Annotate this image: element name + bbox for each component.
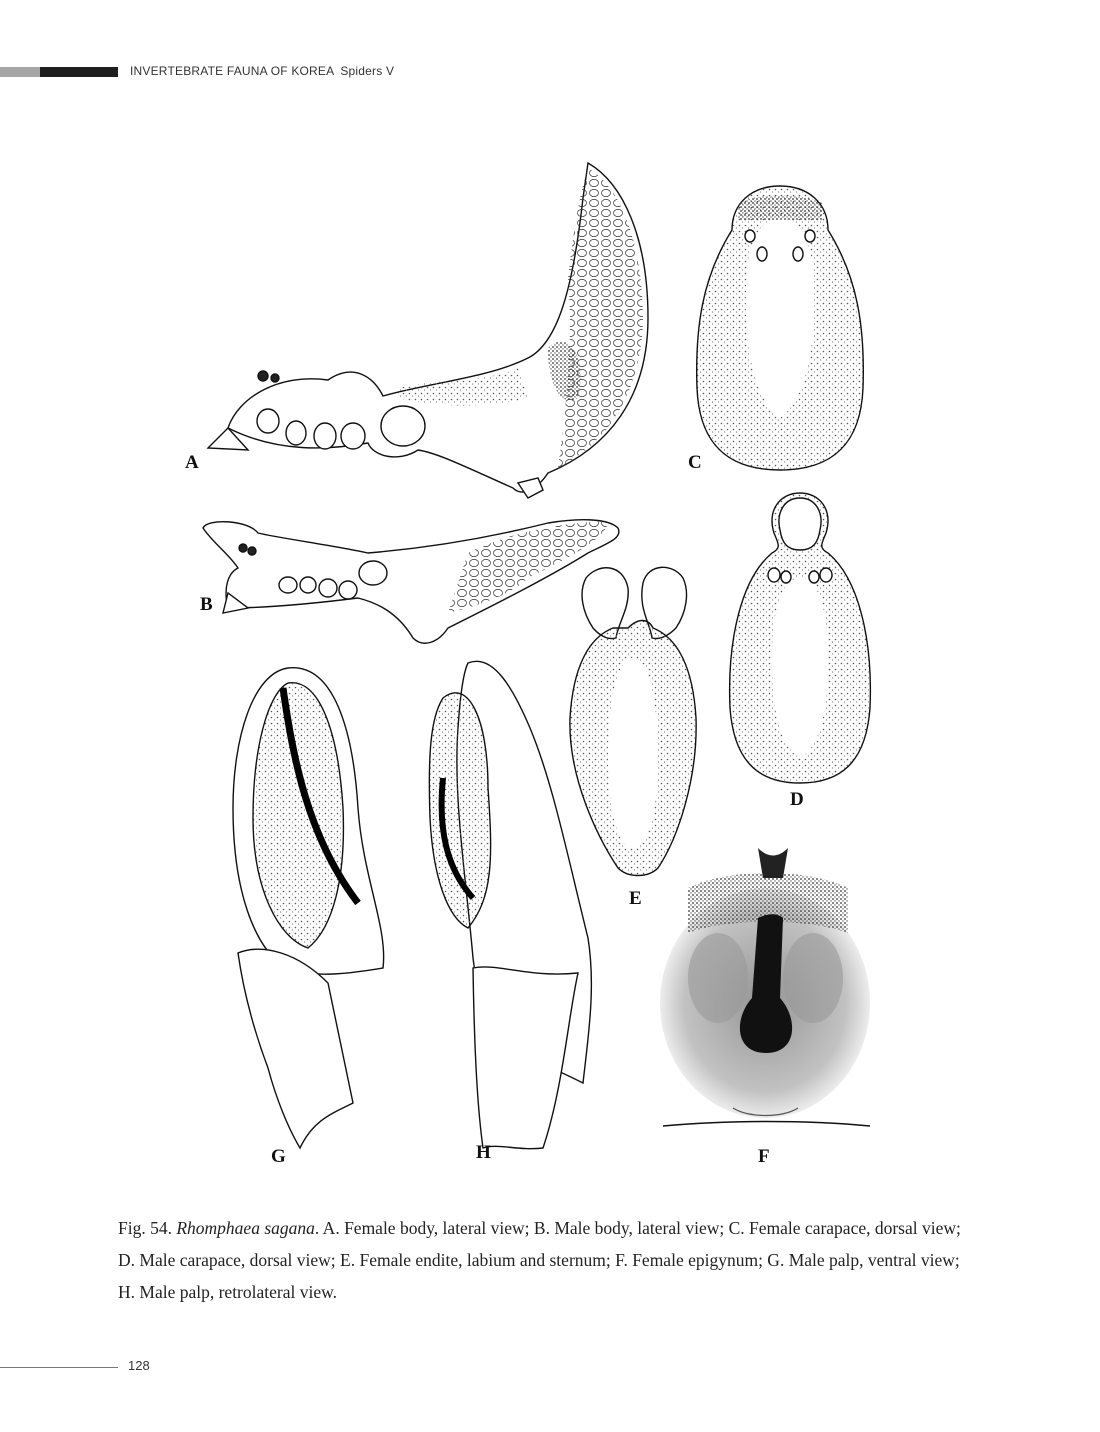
footer-rule: [0, 1367, 118, 1368]
header-bar-dark: [40, 67, 118, 77]
panel-a-drawing: [208, 163, 648, 498]
figure-plate-svg: [168, 158, 908, 1173]
header-title: INVERTEBRATE FAUNA OF KOREA: [130, 64, 335, 78]
panel-label-d: D: [790, 789, 804, 810]
header-subtitle: Spiders V: [340, 64, 395, 78]
panel-d-drawing: [730, 493, 871, 783]
figure-plate: [168, 158, 908, 1173]
figure-caption: [118, 1212, 980, 1308]
page-number: 128: [128, 1358, 150, 1373]
panel-label-c: C: [688, 452, 702, 473]
panel-label-e: E: [629, 888, 642, 909]
caption-fig-number: Fig. 54.: [118, 1218, 172, 1238]
panel-h-drawing: [429, 661, 591, 1148]
caption-text: . A. Female body, lateral view; B. Male body, lateral view; C. Female carapace, dorsal view; D. Male carapace, dorsal view; E. Female endite, labium and sternum; F. Female epigynum; G. Male palp, ventral view; H. Male palp, retrolateral view.: [118, 1218, 961, 1302]
header-bar-grey: [0, 67, 40, 77]
panel-f-drawing: [660, 848, 870, 1126]
panel-g-drawing: [233, 668, 384, 1148]
panel-e-drawing: [570, 567, 696, 875]
panel-label-f: F: [758, 1146, 770, 1167]
panel-b-drawing: [203, 520, 619, 643]
panel-label-g: G: [271, 1146, 286, 1167]
panel-label-a: A: [185, 452, 199, 473]
panel-label-h: H: [476, 1142, 491, 1163]
caption-species: Rhomphaea sagana: [176, 1218, 315, 1238]
running-header: [130, 64, 394, 78]
panel-c-drawing: [697, 186, 864, 470]
panel-label-b: B: [200, 594, 213, 615]
